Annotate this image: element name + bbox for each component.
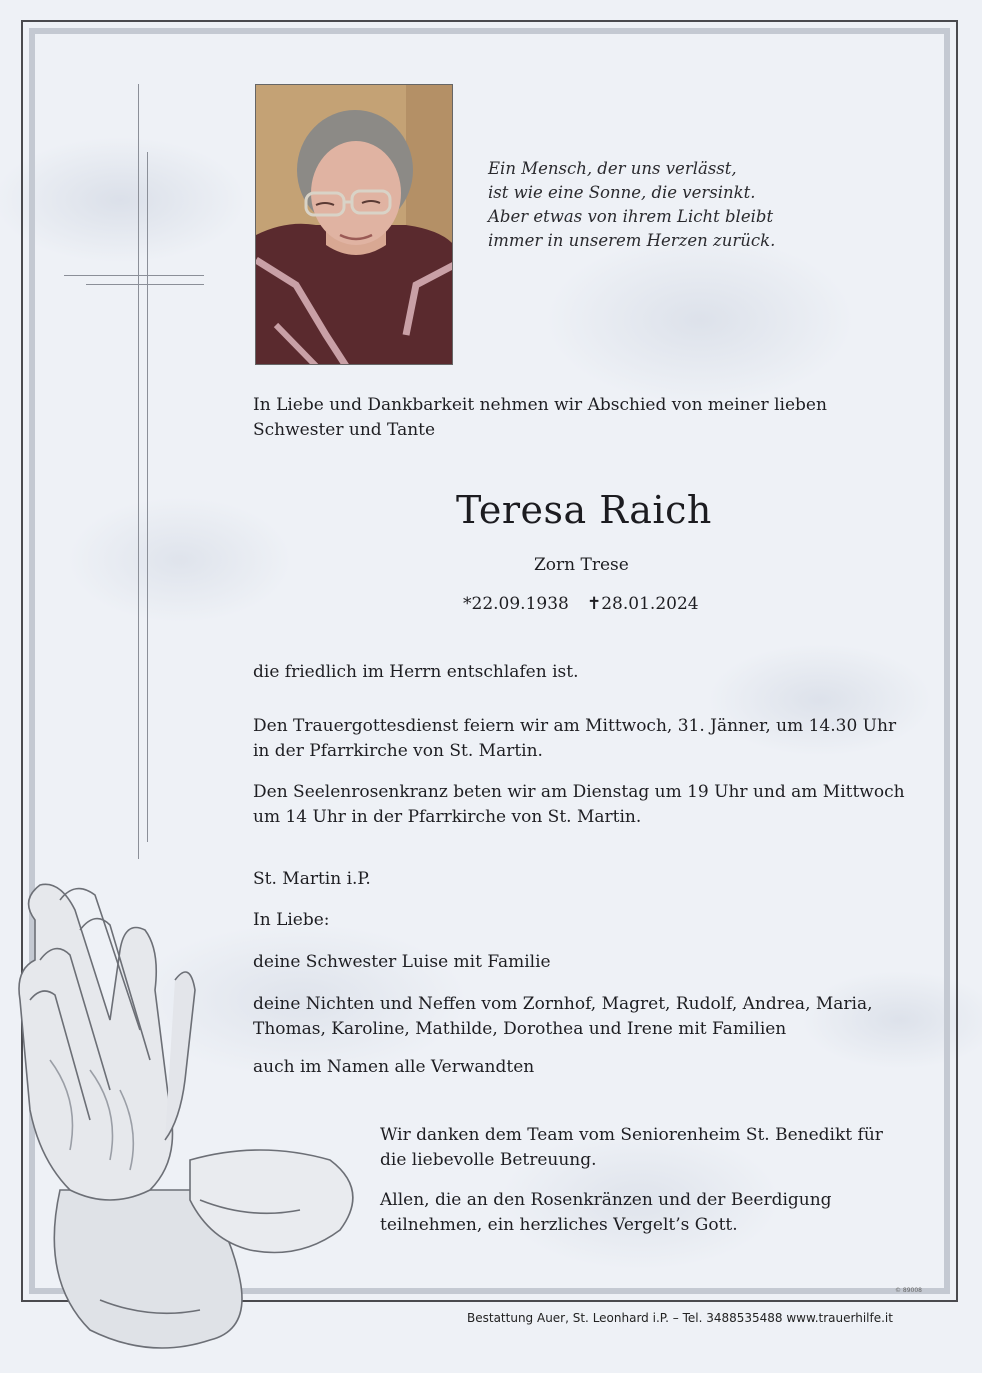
mourner-sister: deine Schwester Luise mit Familie	[253, 952, 551, 972]
intro-line-1: In Liebe und Dankbarkeit nehmen wir Abschied von meiner lieben	[253, 395, 827, 415]
praying-hands-icon	[0, 860, 380, 1360]
passed-text: die friedlich im Herrn entschlafen ist.	[253, 662, 579, 682]
intro-line-2: Schwester und Tante	[253, 420, 436, 440]
thanks-line-2: die liebevolle Betreuung.	[380, 1150, 597, 1170]
thanks-line-4: teilnehmen, ein herzliches Vergelt’s Gott.	[380, 1215, 738, 1235]
service-line-1: Den Trauergottesdienst feiern wir am Mittwoch, 31. Jänner, um 14.30 Uhr	[253, 716, 897, 736]
place-text: St. Martin i.P.	[253, 869, 371, 889]
death-date: ✝28.01.2024	[587, 594, 699, 614]
mourner-nieces-line-2: Thomas, Karoline, Mathilde, Dorothea und Irene mit Familien	[253, 1019, 787, 1039]
quote-line: Aber etwas von ihrem Licht bleibt	[488, 207, 774, 226]
birth-date: *22.09.1938	[463, 594, 569, 614]
in-love-text: In Liebe:	[253, 910, 330, 930]
relatives-text: auch im Namen alle Verwandten	[253, 1057, 535, 1077]
deceased-nickname: Zorn Trese	[534, 555, 629, 575]
quote-line: Ein Mensch, der uns verlässt,	[488, 159, 737, 178]
copyright-mark: © 89008	[895, 1287, 922, 1294]
deceased-name: Teresa Raich	[456, 488, 712, 532]
quote-line: ist wie eine Sonne, die versinkt.	[488, 183, 756, 202]
service-line-2: in der Pfarrkirche von St. Martin.	[253, 741, 543, 761]
mourner-nieces-line-1: deine Nichten und Neffen vom Zornhof, Magret, Rudolf, Andrea, Maria,	[253, 994, 873, 1014]
quote-block	[488, 157, 808, 253]
thanks-line-1: Wir danken dem Team vom Seniorenheim St. Benedikt für	[380, 1125, 883, 1145]
portrait-photo	[255, 84, 453, 365]
rosary-line-2: um 14 Uhr in der Pfarrkirche von St. Martin.	[253, 807, 642, 827]
quote-line: immer in unserem Herzen zurück.	[488, 231, 776, 250]
footer-text: Bestattung Auer, St. Leonhard i.P. – Tel. 3488535488 www.trauerhilfe.it	[467, 1311, 893, 1325]
thanks-line-3: Allen, die an den Rosenkränzen und der Beerdigung	[380, 1190, 832, 1210]
rosary-line-1: Den Seelenrosenkranz beten wir am Dienstag um 19 Uhr und am Mittwoch	[253, 782, 905, 802]
